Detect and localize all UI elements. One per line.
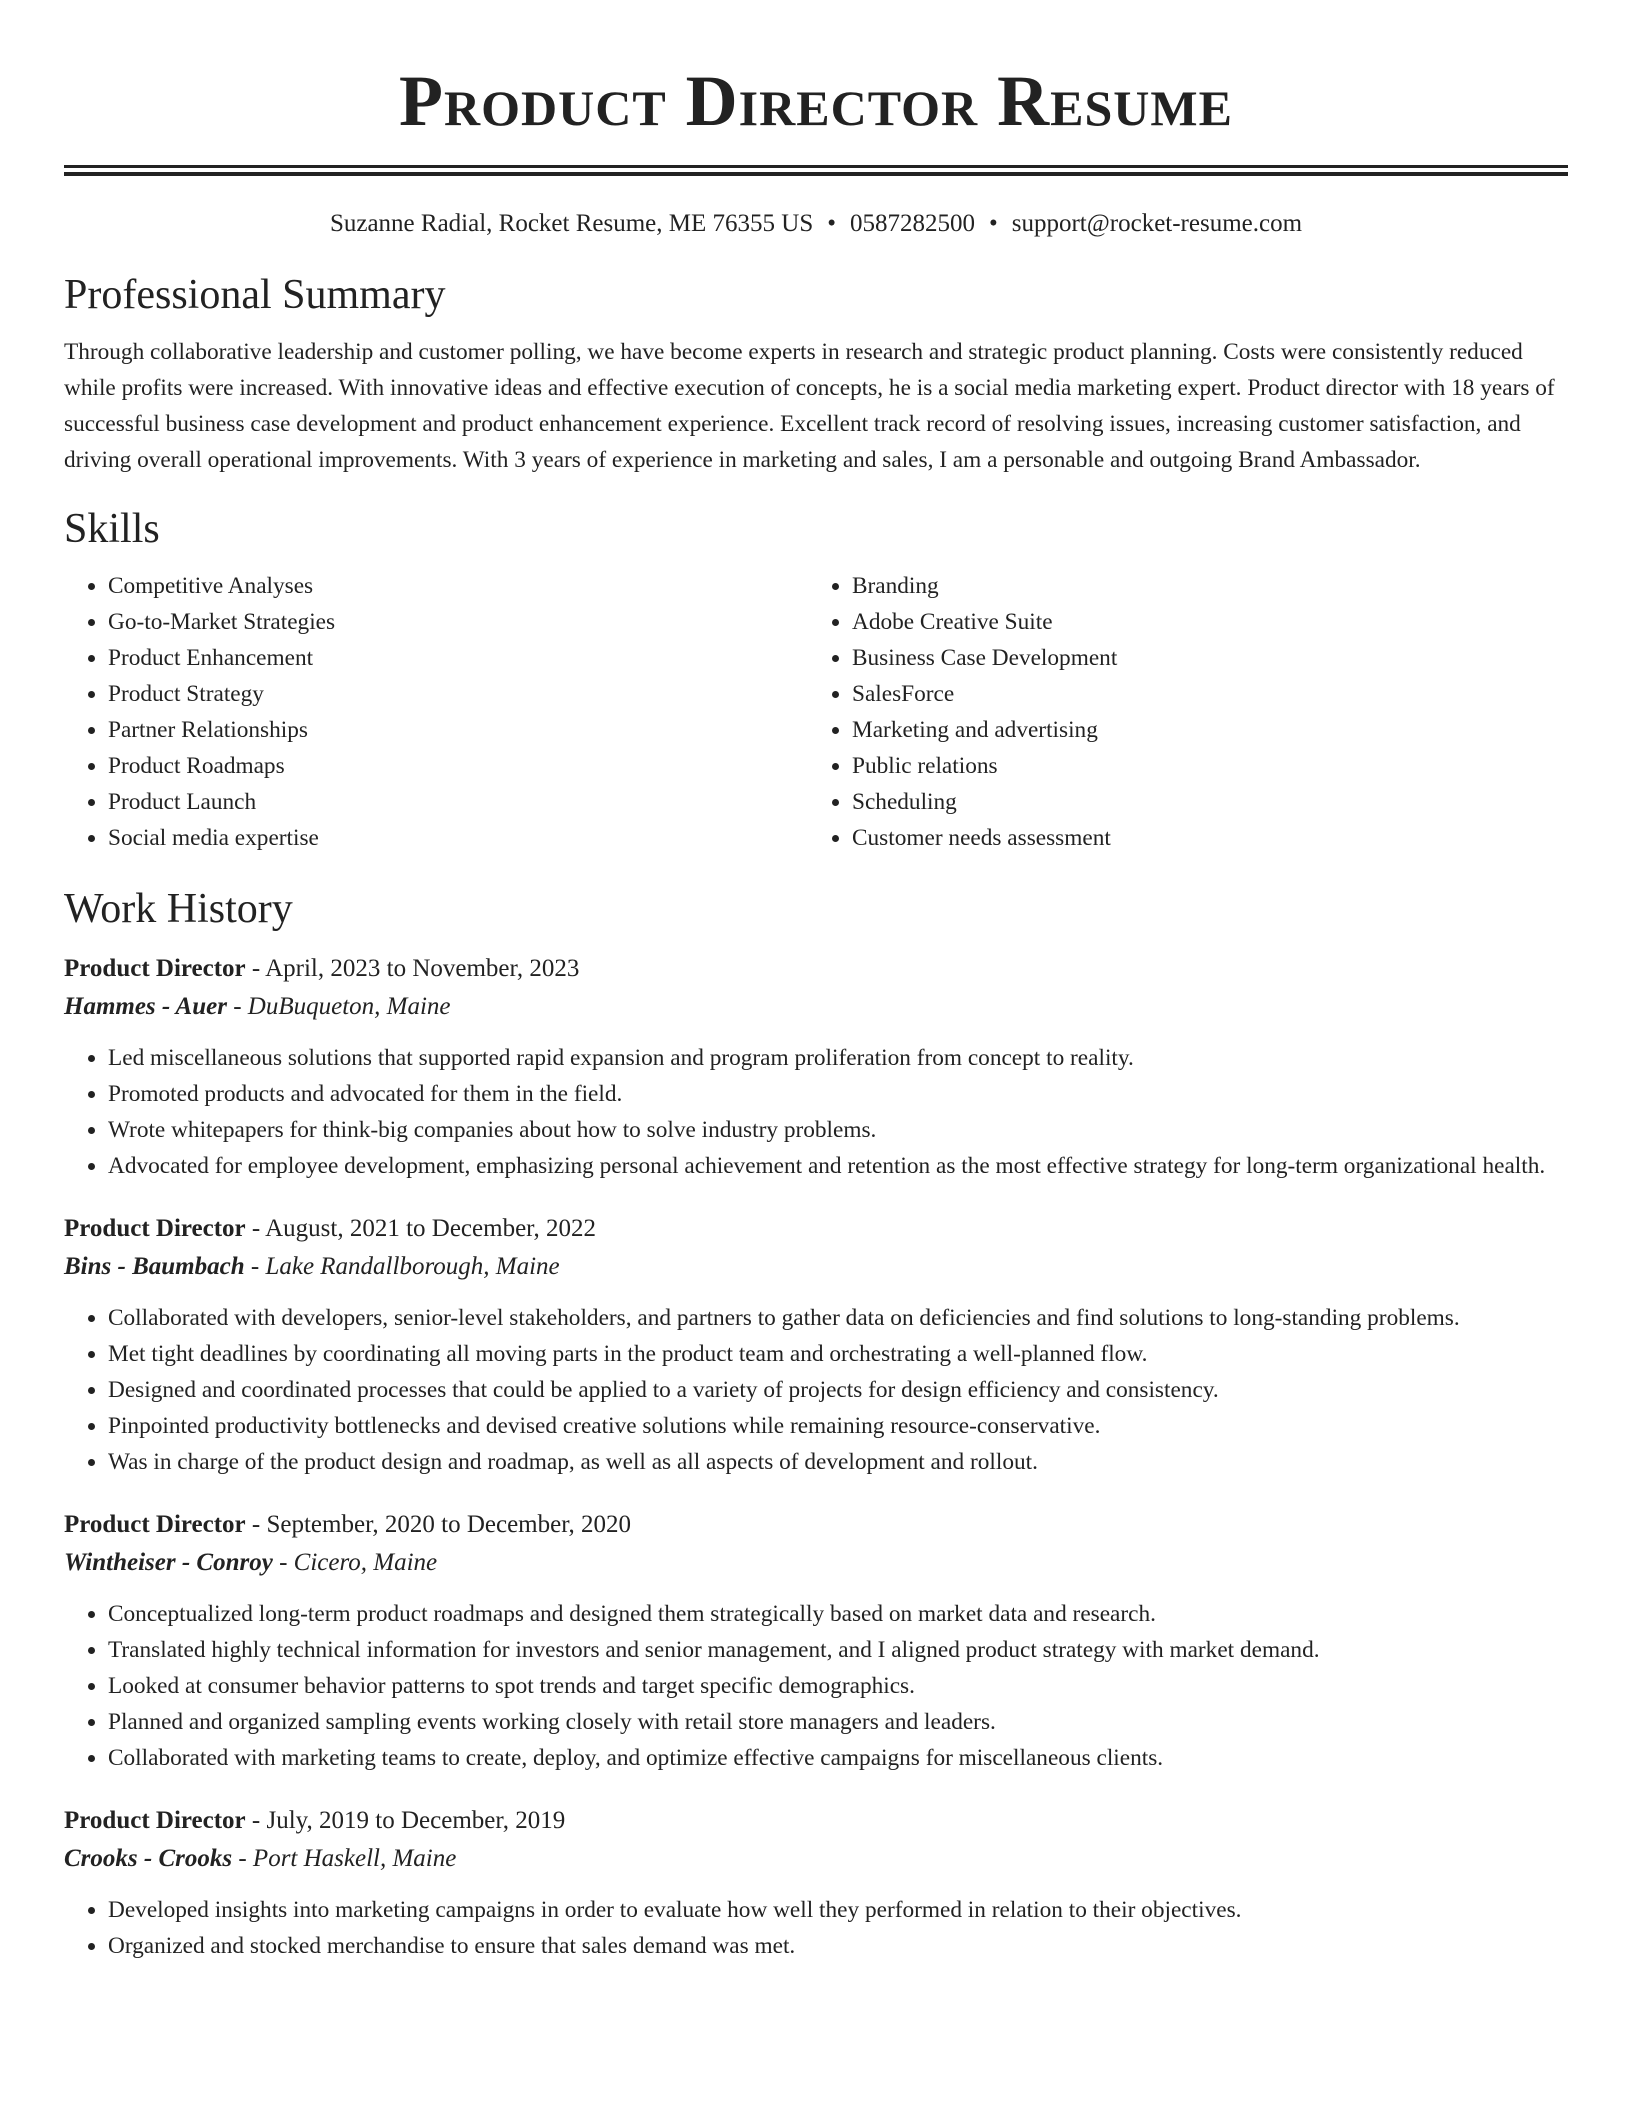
contact-line xyxy=(64,206,1568,242)
job-bullet: • Looked at consumer behavior patterns to spot trends and target specific demographics. xyxy=(108,1668,1568,1704)
job-title-line: Product Director - August, 2021 to December, 2022 xyxy=(64,1215,596,1242)
summary-text: Through collaborative leadership and customer polling, we have become experts in research and strategic product planning. Costs were consistently reduced while profits were increased. With innovative ideas and effective execution of concepts, he is a social media marketing expert. Product director with 18 years of successful business case development and product enhancement experience. Excellent track record of resolving issues, increasing customer satisfaction, and driving overall operational improvements. With 3 years of experience in marketing and sales, I am a personable and outgoing Brand Ambassador. xyxy=(64,339,1555,473)
job-bullet: • Pinpointed productivity bottlenecks and devised creative solutions while remaining resource-conservative. xyxy=(108,1408,1568,1444)
job-location: Lake Randallborough, Maine xyxy=(265,1253,560,1280)
work-history-heading: Work History xyxy=(64,886,293,932)
job-role: Product Director xyxy=(64,1215,246,1242)
job-company: Bins - Baumbach xyxy=(64,1253,245,1280)
contact-separator: • xyxy=(988,210,998,237)
job-title-line: Product Director - July, 2019 to December, 2019 xyxy=(64,1807,566,1834)
skills-columns xyxy=(64,568,1568,856)
contact-phone: 0587282500 xyxy=(849,210,975,237)
job-location: Cicero, Maine xyxy=(293,1549,438,1576)
skill-item: • Product Roadmaps xyxy=(108,748,806,784)
job-bullet: • Organized and stocked merchandise to ensure that sales demand was met. xyxy=(108,1928,1568,1964)
summary-heading: Professional Summary xyxy=(64,272,446,318)
job-bullet: • Conceptualized long-term product roadmaps and designed them strategically based on market data and research. xyxy=(108,1596,1568,1632)
job-entry xyxy=(64,1506,1568,1776)
contact-separator: • xyxy=(827,210,836,237)
job-bullet: • Translated highly technical information for investors and senior management, and I aligned product strategy with market demand. xyxy=(108,1632,1568,1668)
skill-item: • Scheduling xyxy=(852,784,1548,820)
skill-item: • Social media expertise xyxy=(108,820,806,856)
resume-title: Product Director Resume xyxy=(399,61,1233,141)
job-role: Product Director xyxy=(64,1511,246,1538)
skills-list-right xyxy=(806,568,1548,856)
resume-page xyxy=(64,0,1568,1964)
job-location: DuBuqueton, Maine xyxy=(247,993,451,1020)
skill-item: • Partner Relationships xyxy=(108,712,806,748)
job-bullets xyxy=(64,1300,1568,1480)
job-role: Product Director xyxy=(64,955,246,982)
skill-item: • Business Case Development xyxy=(852,640,1548,676)
job-bullet: • Wrote whitepapers for think-big companies about how to solve industry problems. xyxy=(108,1112,1568,1148)
job-bullet: • Developed insights into marketing campaigns in order to evaluate how well they performed in relation to their objectives. xyxy=(108,1892,1568,1928)
title-divider xyxy=(64,165,1568,168)
job-entry xyxy=(64,950,1568,1184)
contact-email: support@rocket-resume.com xyxy=(1011,210,1303,237)
job-company-line: Bins - Baumbach - Lake Randallborough, Maine xyxy=(64,1253,560,1280)
job-title-line: Product Director - April, 2023 to November, 2023 xyxy=(64,955,580,982)
skill-item: • Go-to-Market Strategies xyxy=(108,604,806,640)
job-company: Crooks - Crooks xyxy=(64,1845,233,1872)
job-entry xyxy=(64,1210,1568,1480)
job-company-line: Wintheiser - Conroy - Cicero, Maine xyxy=(64,1549,438,1576)
job-bullets xyxy=(64,1040,1568,1184)
job-bullet: • Planned and organized sampling events working closely with retail store managers and leaders. xyxy=(108,1704,1568,1740)
job-company-line: Hammes - Auer - DuBuqueton, Maine xyxy=(64,993,451,1020)
skills-heading: Skills xyxy=(64,506,160,552)
job-dates: September, 2020 to December, 2020 xyxy=(266,1511,632,1538)
job-company: Wintheiser - Conroy xyxy=(64,1549,273,1576)
job-bullet: • Was in charge of the product design and roadmap, as well as all aspects of development and rollout. xyxy=(108,1444,1568,1480)
job-bullet: • Designed and coordinated processes that could be applied to a variety of projects for design efficiency and consistency. xyxy=(108,1372,1568,1408)
job-company-line: Crooks - Crooks - Port Haskell, Maine xyxy=(64,1845,457,1872)
job-bullets xyxy=(64,1892,1568,1964)
skill-item: • Branding xyxy=(852,568,1548,604)
skill-item: • Competitive Analyses xyxy=(108,568,806,604)
skill-item: • Product Strategy xyxy=(108,676,806,712)
skill-item: • Marketing and advertising xyxy=(852,712,1548,748)
skill-item: • Product Launch xyxy=(108,784,806,820)
job-dates: April, 2023 to November, 2023 xyxy=(265,955,580,982)
job-location: Port Haskell, Maine xyxy=(252,1845,457,1872)
skill-item: • Adobe Creative Suite xyxy=(852,604,1548,640)
job-title-line: Product Director - September, 2020 to December, 2020 xyxy=(64,1511,632,1538)
skills-list-left xyxy=(64,568,806,856)
skill-item: • Public relations xyxy=(852,748,1548,784)
skill-item: • Customer needs assessment xyxy=(852,820,1548,856)
job-dates: July, 2019 to December, 2019 xyxy=(266,1807,566,1834)
job-role: Product Director xyxy=(64,1807,246,1834)
job-bullet: • Collaborated with marketing teams to create, deploy, and optimize effective campaigns for miscellaneous clients. xyxy=(108,1740,1568,1776)
skill-item: • Product Enhancement xyxy=(108,640,806,676)
job-bullet: • Led miscellaneous solutions that supported rapid expansion and program proliferation from concept to reality. xyxy=(108,1040,1568,1076)
job-bullet: • Met tight deadlines by coordinating all moving parts in the product team and orchestrating a well-planned flow. xyxy=(108,1336,1568,1372)
job-bullets xyxy=(64,1596,1568,1776)
job-bullet: • Advocated for employee development, emphasizing personal achievement and retention as the most effective strategy for long-term organizational health. xyxy=(108,1148,1568,1184)
skill-item: • SalesForce xyxy=(852,676,1548,712)
job-dates: August, 2021 to December, 2022 xyxy=(265,1215,596,1242)
job-bullet: • Promoted products and advocated for them in the field. xyxy=(108,1076,1568,1112)
job-entry xyxy=(64,1802,1568,1964)
contact-address: Suzanne Radial, Rocket Resume, ME 76355 US xyxy=(329,210,814,237)
job-bullet: • Collaborated with developers, senior-level stakeholders, and partners to gather data on deficiencies and find solutions to long-standing problems. xyxy=(108,1300,1568,1336)
job-company: Hammes - Auer xyxy=(64,993,227,1020)
